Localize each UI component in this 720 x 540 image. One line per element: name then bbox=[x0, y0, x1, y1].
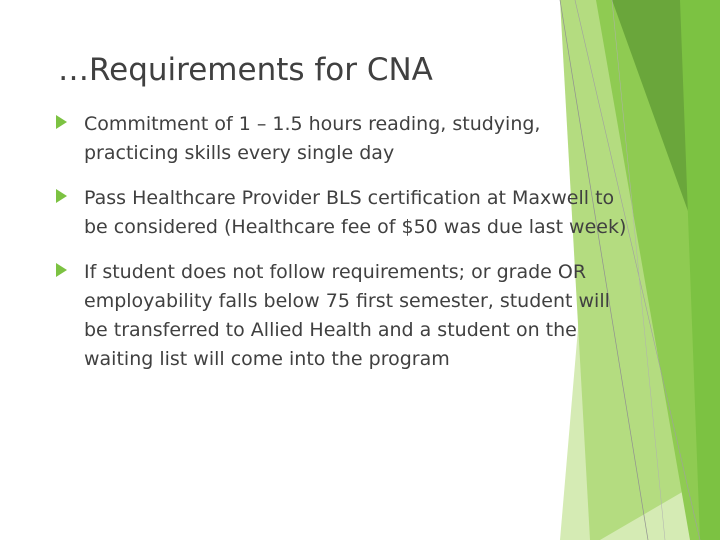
bullet-item bbox=[56, 258, 636, 374]
bullet-text: Commitment of 1 – 1.5 hours reading, studying, practicing skills every single day bbox=[84, 113, 541, 164]
triangle-bullet-icon bbox=[56, 263, 67, 277]
bullet-list bbox=[56, 110, 636, 390]
bullet-item bbox=[56, 110, 636, 168]
slide-title: …Requirements for CNA bbox=[58, 52, 433, 88]
triangle-bullet-icon bbox=[56, 115, 67, 129]
bullet-text: If student does not follow requirements; or grade OR employability falls below 75 first semester, student will be transferred to Allied Health and a student on the waiting list will come into the program bbox=[84, 261, 610, 370]
triangle-bullet-icon bbox=[56, 189, 67, 203]
bullet-item bbox=[56, 184, 636, 242]
bullet-text: Pass Healthcare Provider BLS certification at Maxwell to be considered (Healthcare fee of $50 was due last week) bbox=[84, 187, 627, 238]
